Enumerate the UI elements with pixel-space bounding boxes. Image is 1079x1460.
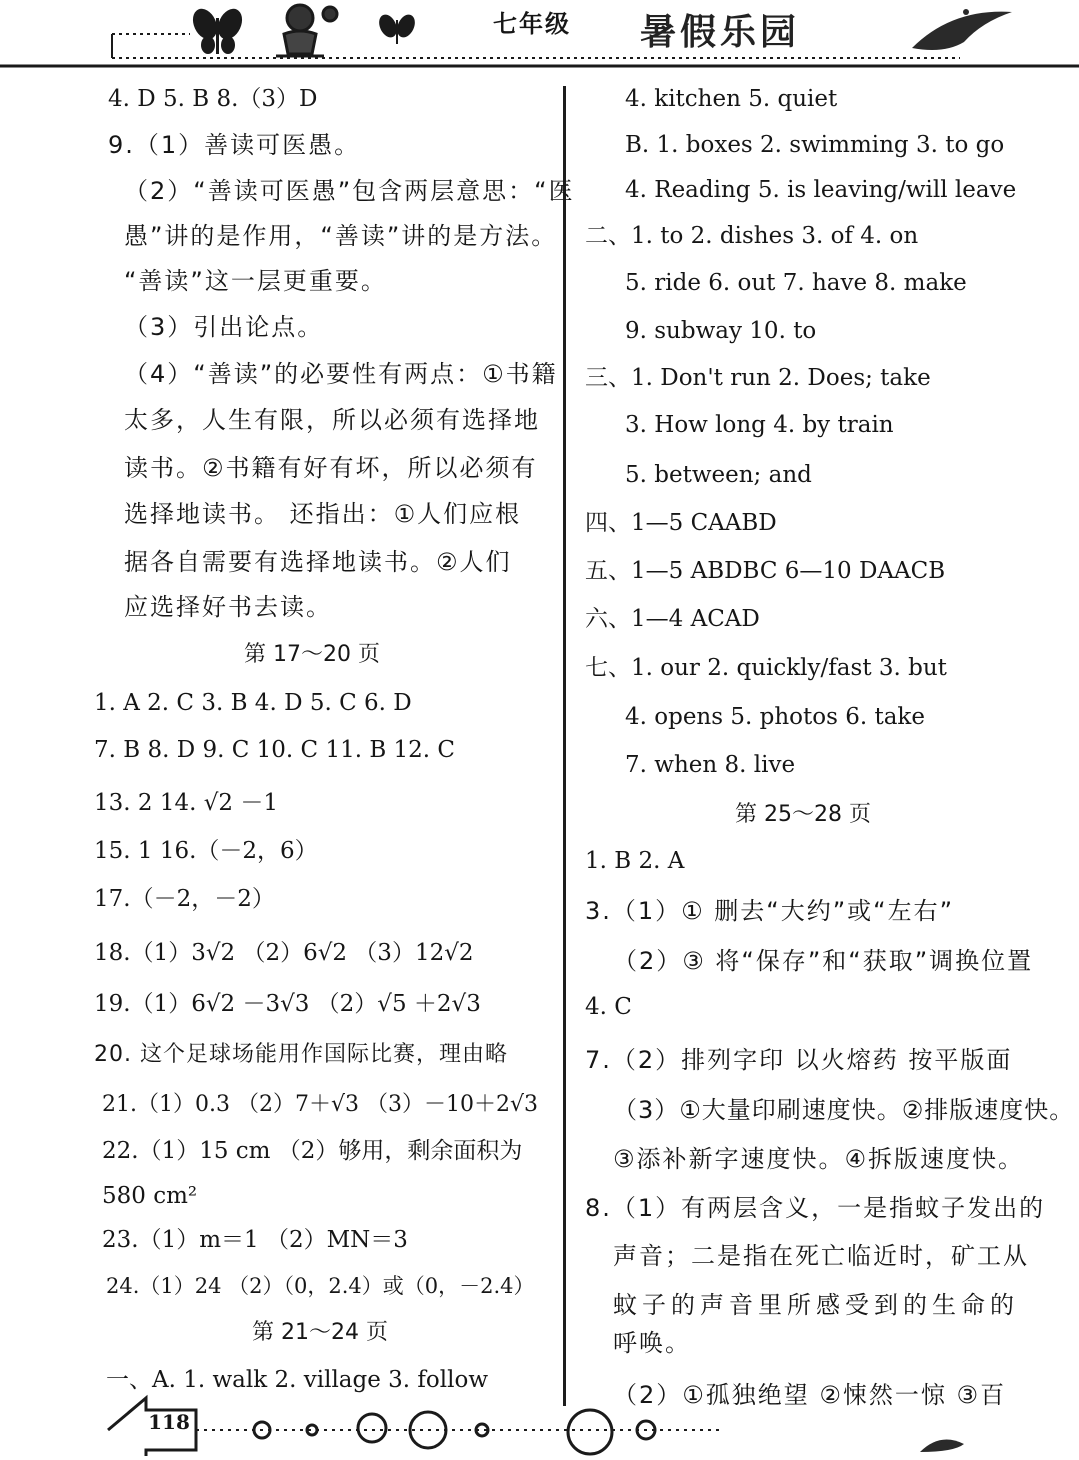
answer-line: 二、1. to 2. dishes 3. of 4. on bbox=[585, 223, 919, 249]
answer-line: 24.（1）24 （2）（0，2.4）或（0，－2.4） bbox=[106, 1274, 535, 1298]
answer-line: 19.（1）6√2 －3√3 （2）√5 ＋2√3 bbox=[94, 991, 481, 1017]
answer-line: 13. 2 14. √2 －1 bbox=[94, 790, 278, 816]
section-heading: 第 21～24 页 bbox=[252, 1320, 388, 1345]
answer-line: 7. when 8. live bbox=[625, 752, 796, 778]
page-header bbox=[0, 0, 1079, 76]
answer-line: 1. B 2. A bbox=[585, 848, 685, 874]
answer-line: 9.（1）善读可医愚。 bbox=[108, 131, 361, 159]
answer-line: 一、A. 1. walk 2. village 3. follow bbox=[106, 1367, 489, 1393]
answer-line: （3）①大量印刷速度快。②排版速度快。 bbox=[613, 1096, 1075, 1124]
answer-line: 4. C bbox=[585, 994, 632, 1020]
answer-line: 15. 1 16.（－2，6） bbox=[94, 838, 318, 864]
answer-line: 23.（1）m＝1 （2）MN＝3 bbox=[102, 1227, 408, 1253]
answer-line: 愚”讲的是作用，“善读”讲的是方法。 bbox=[124, 222, 558, 250]
answer-line: 5. ride 6. out 7. have 8. make bbox=[625, 270, 967, 296]
butterfly-icon bbox=[376, 12, 419, 44]
girl-figure-icon bbox=[276, 5, 337, 56]
answer-line: 7.（2）排列字印 以火熔药 按平版面 bbox=[585, 1046, 1013, 1074]
answer-line: （2）“善读可医愚”包含两层意思：“医 bbox=[124, 177, 575, 205]
bird-icon bbox=[912, 9, 1012, 50]
answer-line: 五、1—5 ABDBC 6—10 DAACB bbox=[585, 558, 946, 584]
answer-line: （2）①孤独绝望 ②悚然一惊 ③百 bbox=[613, 1381, 1007, 1409]
answer-line: 选择地读书。 还指出：①人们应根 bbox=[124, 500, 522, 528]
answer-line: 读书。②书籍有好有坏，所以必须有 bbox=[124, 454, 538, 482]
page-number: 118 bbox=[148, 1410, 190, 1434]
answer-line: 22.（1）15 cm （2）够用，剩余面积为 bbox=[102, 1138, 523, 1164]
answer-line: 3. How long 4. by train bbox=[625, 412, 894, 438]
answer-line: 七、1. our 2. quickly/fast 3. but bbox=[585, 655, 947, 681]
column-divider bbox=[563, 86, 566, 1406]
answer-line: ③添补新字速度快。④拆版速度快。 bbox=[613, 1145, 1025, 1173]
grade-label: 七年级 bbox=[493, 10, 571, 38]
answer-line: 4. kitchen 5. quiet bbox=[625, 86, 838, 112]
answer-line: 8.（1）有两层含义，一是指蚊子发出的 bbox=[585, 1194, 1046, 1222]
answer-line: 呼唤。 bbox=[613, 1329, 691, 1357]
butterfly-icon bbox=[188, 5, 246, 54]
answer-line: 580 cm² bbox=[102, 1183, 198, 1209]
answer-line: 据各自需要有选择地读书。②人们 bbox=[124, 548, 512, 576]
answer-line: （2）③ 将“保存”和“获取”调换位置 bbox=[613, 947, 1034, 975]
answer-line: 蚊子的声音里所感受到的生命的 bbox=[613, 1291, 1019, 1319]
answer-line: 3.（1）① 删去“大约”或“左右” bbox=[585, 897, 955, 925]
section-heading: 第 17～20 页 bbox=[244, 642, 380, 667]
brand-title: 暑假乐园 bbox=[640, 11, 801, 53]
answer-line: 四、1—5 CAABD bbox=[585, 510, 777, 536]
answer-line: 7. B 8. D 9. C 10. C 11. B 12. C bbox=[94, 737, 456, 763]
answer-line: 5. between; and bbox=[625, 462, 812, 488]
answer-line: 18.（1）3√2 （2）6√2 （3）12√2 bbox=[94, 940, 474, 966]
answer-line: B. 1. boxes 2. swimming 3. to go bbox=[625, 132, 1005, 158]
answer-line: 应选择好书去读。 bbox=[124, 593, 332, 621]
answer-line: 1. A 2. C 3. B 4. D 5. C 6. D bbox=[94, 690, 412, 716]
answer-line: 4. D 5. B 8.（3）D bbox=[108, 86, 318, 112]
answer-line: 声音；二是指在死亡临近时，矿工从 bbox=[613, 1242, 1029, 1270]
answer-line: 太多，人生有限，所以必须有选择地 bbox=[124, 406, 540, 434]
answer-line: 21.（1）0.3 （2）7＋√3 （3）－10＋2√3 bbox=[102, 1092, 538, 1117]
answer-line: 六、1—4 ACAD bbox=[585, 606, 760, 632]
answer-line: “善读”这一层更重要。 bbox=[124, 267, 387, 295]
bird-icon bbox=[920, 1440, 964, 1453]
bubble-icon bbox=[254, 1410, 655, 1454]
section-heading: 第 25～28 页 bbox=[735, 802, 871, 827]
answer-line: 4. opens 5. photos 6. take bbox=[625, 704, 925, 730]
answer-line: （4）“善读”的必要性有两点：①书籍 bbox=[124, 360, 558, 388]
answer-line: 9. subway 10. to bbox=[625, 318, 817, 344]
answer-line: 4. Reading 5. is leaving/will leave bbox=[625, 177, 1017, 203]
answer-line: 17.（－2，－2） bbox=[94, 886, 275, 912]
answer-line: 三、1. Don't run 2. Does; take bbox=[585, 365, 931, 391]
answer-line: （3）引出论点。 bbox=[124, 313, 324, 341]
answer-line: 20. 这个足球场能用作国际比赛，理由略 bbox=[94, 1042, 508, 1067]
